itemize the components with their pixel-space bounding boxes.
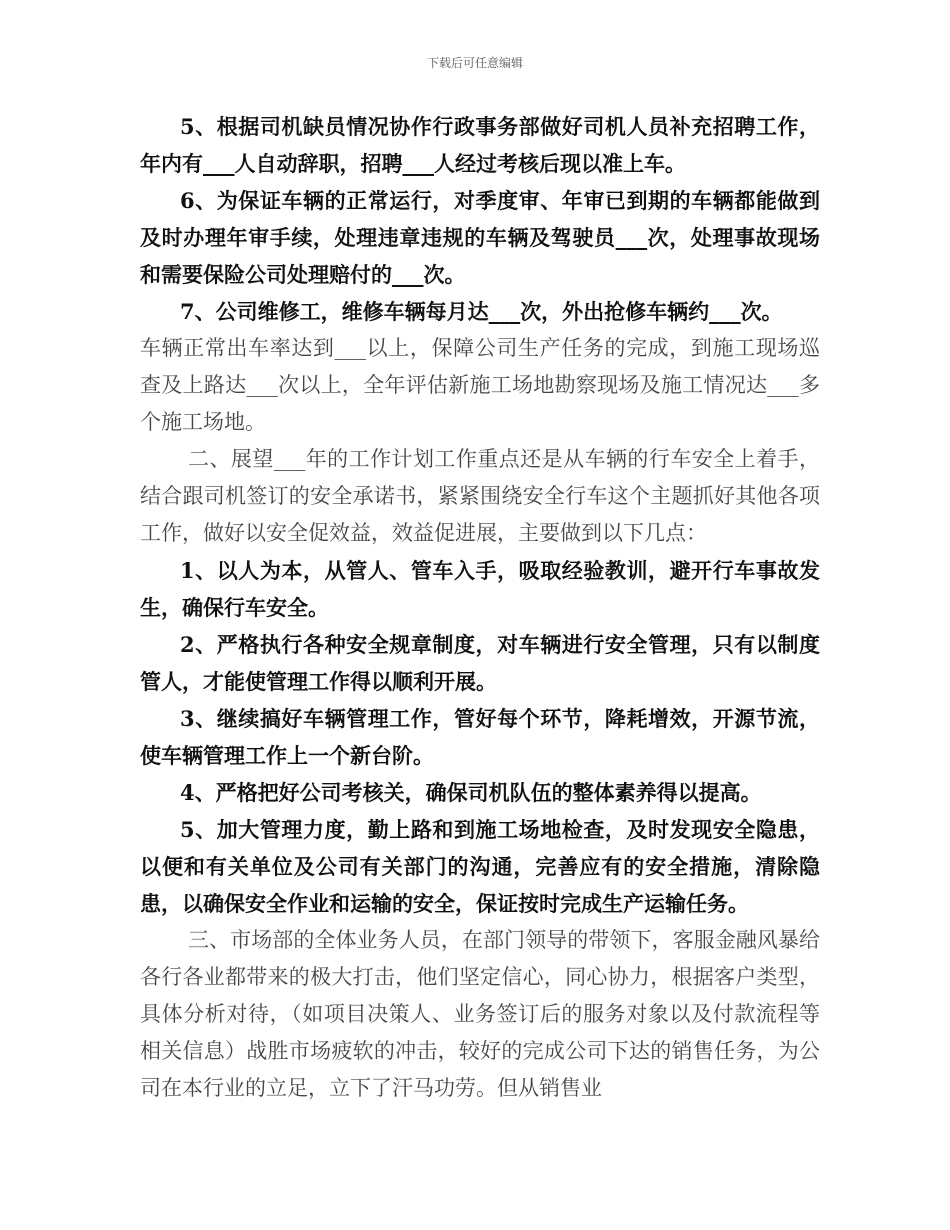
paragraph-point-3: 3、继续搞好车辆管理工作，管好每个环节，降耗增效，开源节流，使车辆管理工作上一个新台阶。 <box>140 706 820 768</box>
paragraph-item-5: 5、根据司机缺员情况协作行政事务部做好司机人员补充招聘工作，年内有___人自动辞职，招聘___人经过考核后现以准上车。 <box>140 114 820 176</box>
paragraph-item-7: 7、公司维修工，维修车辆每月达___次，外出抢修车辆约___次。 <box>180 299 783 324</box>
document-body <box>140 108 820 1107</box>
paragraph-point-2: 2、严格执行各种安全规章制度，对车辆进行安全管理，只有以制度管人，才能使管理工作得以顺利开展。 <box>140 632 820 694</box>
page-header: 下载后可任意编辑 <box>426 56 523 70</box>
paragraph-point-1: 1、以人为本，从管人、管车入手，吸取经验教训，避开行车事故发生，确保行车安全。 <box>140 558 820 620</box>
paragraph-item-6: 6、为保证车辆的正常运行，对季度审、年审已到期的车辆都能做到及时办理年审手续，处理违章违规的车辆及驾驶员___次，处理事故现场和需要保险公司处理赔付的___次。 <box>140 188 820 287</box>
paragraph-point-5: 5、加大管理力度，勤上路和到施工场地检查，及时发现安全隐患，以便和有关单位及公司有关部门的沟通，完善应有的安全措施，清除隐患，以确保安全作业和运输的安全，保证按时完成生产运输任务。 <box>140 817 820 916</box>
paragraph-item-7-continuation: 车辆正常出车率达到___以上，保障公司生产任务的完成，到施工现场巡查及上路达___次以上，全年评估新施工场地勘察现场及施工情况达___多个施工场地。 <box>140 336 820 434</box>
paragraph-section-three: 三、市场部的全体业务人员，在部门领导的带领下，客服金融风暴给各行各业都带来的极大打击，他们坚定信心，同心协力，根据客户类型，具体分析对待，（如项目决策人、业务签订后的服务对象以及付款流程等相关信息）战胜市场疲软的冲击，较好的完成公司下达的销售任务，为公司在本行业的立足，立下了汗马功劳。但从销售业 <box>140 928 820 1100</box>
paragraph-point-4: 4、严格把好公司考核关，确保司机队伍的整体素养得以提高。 <box>180 780 762 805</box>
paragraph-section-two: 二、展望___年的工作计划工作重点还是从车辆的行车安全上着手，结合跟司机签订的安全承诺书，紧紧围绕安全行车这个主题抓好其他各项工作，做好以安全促效益，效益促进展，主要做到以下几点： <box>140 447 820 545</box>
